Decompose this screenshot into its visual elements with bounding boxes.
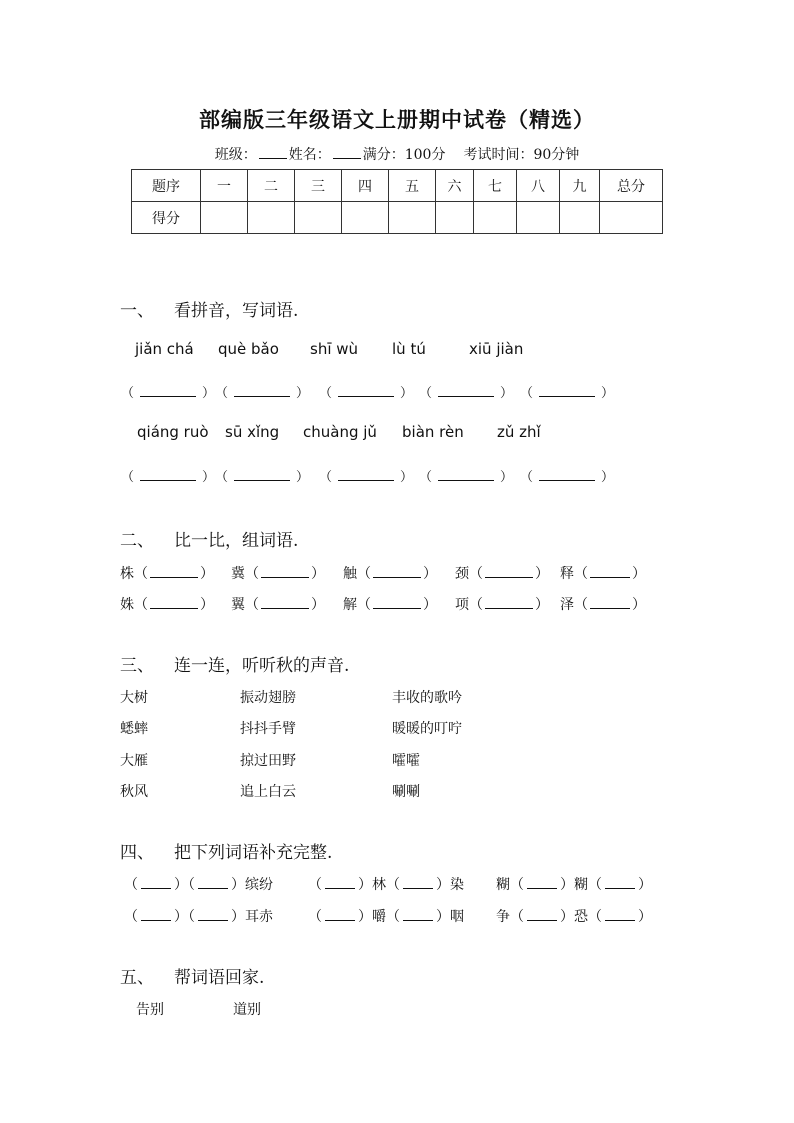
compare-item[interactable]: 解（ ） [343,597,437,613]
score-cell[interactable] [474,202,517,234]
section-number: 五、 [120,968,154,988]
pinyin-item: lù tú [392,340,426,358]
answer-blank[interactable]: （ ） [419,386,514,401]
connect-subject[interactable]: 大树 [120,690,148,706]
section-title: 把下列词语补充完整. [174,843,333,863]
connect-sound[interactable]: 唰唰 [392,784,420,800]
section-3-heading [120,651,349,676]
connect-sound[interactable]: 丰收的歌吟 [392,690,462,706]
pinyin-item: chuàng jǔ [303,423,377,441]
answer-blank[interactable]: （ ） [319,386,414,401]
pinyin-item: biàn rèn [402,423,464,441]
connect-sound[interactable]: 暖暖的叮咛 [392,721,462,737]
connect-action[interactable]: 掠过田野 [240,753,296,769]
answer-blank[interactable]: （ ） [121,386,216,401]
table-cell: 三 [295,170,342,202]
class-label: 班级： [214,147,257,163]
table-cell: 题序 [132,170,201,202]
connect-action[interactable]: 抖抖手臂 [240,721,296,737]
connect-subject[interactable]: 秋风 [120,784,148,800]
compare-item[interactable]: 姝（ ） [120,597,214,613]
table-cell: 总分 [600,170,663,202]
section-title: 比一比，组词语. [174,531,299,551]
name-label: 姓名： [288,147,331,163]
answer-blank[interactable]: （ ） [121,470,216,485]
compare-item[interactable]: 冀（ ） [231,566,325,582]
score-table [131,169,663,234]
answer-blank[interactable]: （ ） [215,470,310,485]
section-1-heading [120,296,298,321]
score-cell[interactable] [436,202,474,234]
table-cell: 二 [248,170,295,202]
table-cell: 七 [474,170,517,202]
idiom-fill[interactable]: （ ）（ ）耳赤 [124,909,273,925]
score-cell[interactable] [600,202,663,234]
answer-blank[interactable]: （ ） [419,470,514,485]
table-cell: 六 [436,170,474,202]
score-cell[interactable] [201,202,248,234]
connect-action[interactable]: 追上白云 [240,784,296,800]
table-cell: 四 [342,170,389,202]
score-cell[interactable] [248,202,295,234]
section-4-heading [120,838,332,863]
connect-subject[interactable]: 蟋蟀 [120,721,148,737]
pinyin-item: què bǎo [218,340,279,358]
section-number: 一、 [120,301,154,321]
idiom-fill[interactable]: （ ）嚼（ ）咽 [308,909,464,925]
score-row-label: 得分 [132,202,201,234]
table-cell: 八 [517,170,560,202]
compare-item[interactable]: 翼（ ） [231,597,325,613]
section-title: 看拼音，写词语. [174,301,299,321]
idiom-fill[interactable]: （ ）林（ ）染 [308,877,464,893]
compare-item[interactable]: 颈（ ） [455,566,549,582]
score-row [132,202,663,234]
idiom-fill[interactable]: 糊（ ）糊（ ） [496,877,652,893]
section-number: 三、 [120,656,154,676]
section-title: 连一连，听听秋的声音. [174,656,350,676]
answer-blank[interactable]: （ ） [319,470,414,485]
idiom-fill[interactable]: （ ）（ ）缤纷 [124,877,273,893]
section-number: 四、 [120,843,154,863]
compare-item[interactable]: 泽（ ） [560,597,646,613]
score-cell[interactable] [295,202,342,234]
pinyin-item: xiū jiàn [469,340,524,358]
answer-blank[interactable]: （ ） [215,386,310,401]
name-blank[interactable] [333,146,361,159]
connect-sound[interactable]: 嚯嚯 [392,753,420,769]
section-2-heading [120,526,298,551]
score-cell[interactable] [517,202,560,234]
compare-item[interactable]: 株（ ） [120,566,214,582]
pinyin-item: zǔ zhǐ [497,423,541,441]
pinyin-item: jiǎn chá [135,340,194,358]
table-cell: 九 [560,170,600,202]
pinyin-item: qiáng ruò [137,423,209,441]
word-item: 道别 [233,1002,261,1018]
compare-item[interactable]: 项（ ） [455,597,549,613]
section-title: 帮词语回家. [174,968,265,988]
score-header-row [132,170,663,202]
connect-subject[interactable]: 大雁 [120,753,148,769]
word-item: 告别 [136,1002,164,1018]
score-cell[interactable] [560,202,600,234]
connect-action[interactable]: 振动翅膀 [240,690,296,706]
score-cell[interactable] [389,202,436,234]
answer-blank[interactable]: （ ） [520,470,615,485]
compare-item[interactable]: 触（ ） [343,566,437,582]
exam-time: 考试时间：90分钟 [463,147,580,163]
table-cell: 一 [201,170,248,202]
score-cell[interactable] [342,202,389,234]
class-blank[interactable] [259,146,287,159]
compare-item[interactable]: 释（ ） [560,566,646,582]
table-cell: 五 [389,170,436,202]
pinyin-item: sū xǐng [225,423,280,441]
full-score: 满分：100分 [362,147,446,163]
section-5-heading [120,963,264,988]
pinyin-item: shī wù [310,340,359,358]
page-title: 部编版三年级语文上册期中试卷（精选） [199,107,595,132]
answer-blank[interactable]: （ ） [520,386,615,401]
idiom-fill[interactable]: 争（ ）恐（ ） [496,909,652,925]
section-number: 二、 [120,531,154,551]
exam-info [0,144,794,164]
